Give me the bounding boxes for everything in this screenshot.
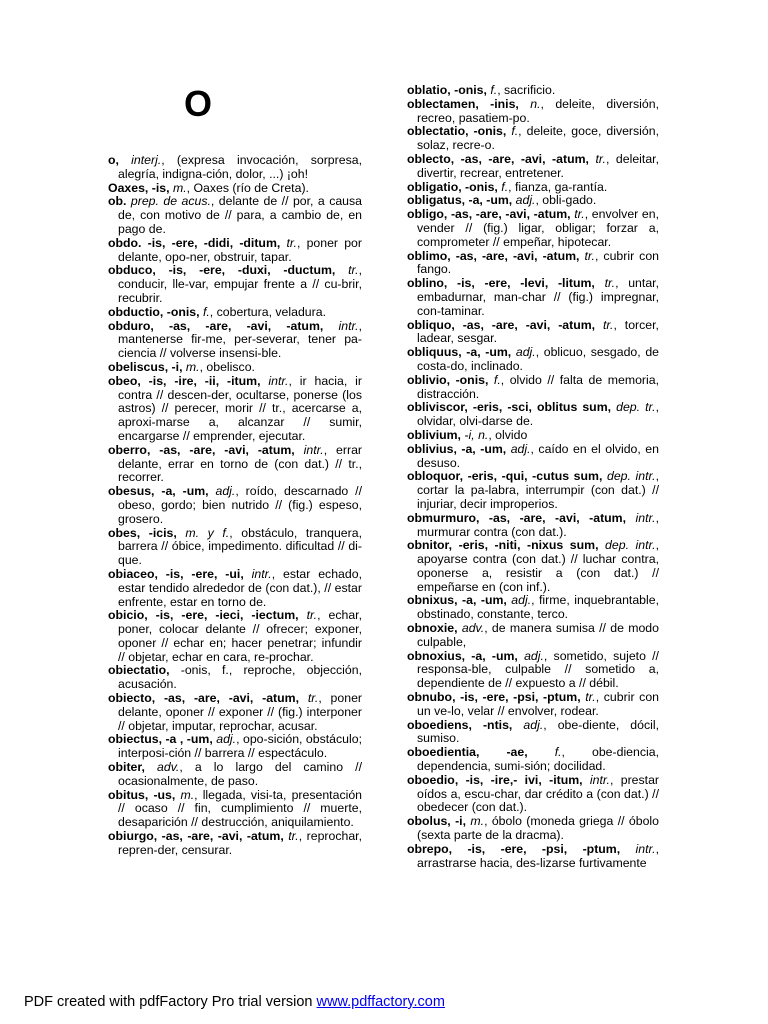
headword: oblectamen, -inis, [407,96,519,111]
dictionary-entry [407,815,659,843]
grammar-tag: tr. [288,829,299,844]
grammar-tag: tr. [603,317,614,332]
headword: obligatus, -a, -um, [407,193,513,208]
grammar-tag: f. [554,745,562,760]
headword: obliviscor, -eris, -sci, oblitus sum, [407,400,612,415]
definition: , olvido // falta de memoria, distracción. [417,372,659,401]
dictionary-entry [108,485,362,526]
headword: obductio, -onis, [108,304,200,319]
dictionary-entry [407,319,659,347]
definition: , fianza, ga-rantía. [508,179,608,194]
definition: , olvido [488,427,528,442]
dictionary-entry [108,609,362,664]
definition: , opo-sición, obstáculo; interposi-ción // barrera // espectáculo. [118,732,362,761]
headword: oblivio, -onis, [407,372,489,387]
definition: , olvidar, olvi-darse de. [417,400,659,429]
dictionary-entry [108,237,362,265]
definition: , oblicuo, sesgado, de costa-do, inclinado. [417,345,659,373]
dictionary-entry [407,250,659,278]
definition: , delante de // por, a causa de, con motivo de // para, a cambio de, en pago de. [118,194,363,236]
headword: Oaxes, -is, [108,180,170,195]
left-column [108,154,362,858]
grammar-tag: f. [202,304,210,319]
grammar-tag: f. [501,179,509,194]
definition: , obli-gado. [535,193,597,208]
dictionary-entry [108,195,362,236]
definition: , Oaxes (río de Creta). [186,180,309,195]
grammar-tag: adj. [523,717,544,732]
footer-text: PDF created with pdfFactory Pro trial version [24,994,317,1010]
grammar-tag: tr. [584,248,595,263]
dictionary-entry [407,719,659,747]
headword: obesus, -a, -um, [108,484,209,499]
definition: , deleitar, divertir, recrear, entretener. [417,151,660,180]
dictionary-entry [407,84,659,98]
grammar-tag: m. y f. [185,525,230,540]
section-letter: O [184,83,213,124]
right-column [407,84,659,870]
headword: obduro, -as, -are, -avi, -atum, [108,318,324,333]
grammar-tag: adj. [511,593,532,608]
dictionary-entry [407,98,659,126]
headword: obicio, -is, -ere, -ieci, -iectum, [108,608,299,623]
dictionary-entry [108,568,362,609]
definition: , poner por delante, opo-ner, obstruir, tapar. [118,235,362,264]
headword: oblimo, -as, -are, -avi, -atum, [407,248,580,263]
dictionary-entry [407,153,659,181]
definition: , sometido, sujeto // responsa-ble, culpable // sometido a, dependiente de // expuesto a // débil. [417,648,659,691]
headword: oblectatio, -onis, [407,124,507,139]
grammar-tag: tr. [286,235,297,250]
definition: , caído en el olvido, en desuso. [417,441,659,470]
dictionary-entry [108,306,362,320]
dictionary-entry [407,401,659,429]
definition: , cobertura, veladura. [209,304,326,319]
grammar-tag: f. [493,372,501,387]
definition: , ir hacia, ir contra // descen-der, ocultarse, ponerse (los astros) // perecer, morir // tr., acercarse a, aproxi-marse a, alcanzar // sumir, encargarse // emprender, ejecutar. [118,373,363,443]
grammar-tag: m. [470,814,485,829]
dictionary-entry [108,664,362,692]
headword: obliquus, -a, -um, [407,345,512,360]
dictionary-entry [108,375,362,444]
headword: oboedientia, -ae, [407,745,528,760]
headword: obligatio, -onis, [407,179,498,194]
headword: obiecto, -as, -are, -avi, -atum, [108,691,300,706]
dictionary-entry [407,181,659,195]
dictionary-entry [407,125,659,153]
headword: obnitor, -eris, -niti, -nixus sum, [407,538,599,553]
definition: , murmurar contra (con dat.). [417,510,659,539]
dictionary-entry [108,320,362,361]
headword: oblivius, -a, -um, [407,441,507,456]
definition: , envolver en, vender // (fig.) ligar, obligar; forzar a, comprometer // empeñar, hipotecar. [417,207,659,249]
dictionary-entry [108,789,362,830]
headword: obolus, -i, [407,814,467,829]
dictionary-entry [407,622,659,650]
headword: obitus, -us, [108,787,176,802]
definition: , reprochar, repren-der, censurar. [118,829,362,857]
grammar-tag: adj. [515,345,536,360]
definition: , obelisco. [199,359,255,374]
grammar-tag: adj. [524,648,544,663]
grammar-tag: intr. [338,318,359,333]
headword: obnoxie, [407,621,458,636]
headword: obiter, [108,760,145,775]
dictionary-entry [407,746,659,774]
dictionary-entry [407,470,659,511]
headword: ob. [108,194,127,209]
headword: oblecto, -as, -are, -avi, -atum, [407,151,589,166]
headword: obduco, -is, -ere, -duxi, -ductum, [108,263,336,278]
grammar-tag: prep. de acus. [130,194,211,209]
definition: , deleite, goce, diversión, solaz, recre-o. [417,124,660,153]
grammar-tag: intr. [635,841,656,856]
definition: , echar, poner, colocar delante // ofrecer; exponer, oponer // echar en; hacer penetrar; infundir // objetar, echar en cara, re-prochar. [118,608,363,664]
definition: , (expresa invocación, sorpresa, alegría, indigna-ción, dolor, ...) ¡oh! [118,153,362,181]
dictionary-entry [407,843,659,871]
headword: oblivium, [407,427,461,442]
headword: obnubo, -is, -ere, -psi, -ptum, [407,690,581,705]
headword: oboedio, -is, -ire,- ivi, -itum, [407,772,583,787]
grammar-tag: adj. [515,193,536,208]
definition: , cortar la pa-labra, interrumpir (con dat.) // injuriar, decir improperios. [417,469,659,511]
definition: , cubrir con fango. [417,248,660,277]
dictionary-entry [108,444,362,485]
grammar-tag: adv. [461,621,485,636]
headword: obliquo, -as, -are, -avi, -atum, [407,317,596,332]
headword: obes, -icis, [108,525,177,540]
grammar-tag: dep. intr. [605,538,656,553]
definition: , firme, inquebrantable, obstinado, constante, terco. [417,593,660,622]
dictionary-entry [108,361,362,375]
dictionary-entry [407,208,659,249]
definition: , untar, embadurnar, man-char // (fig.) impregnar, con-taminar. [417,276,659,318]
grammar-tag: tr. [604,276,616,291]
dictionary-entry [407,194,659,208]
headword: obnixus, -a, -um, [407,593,507,608]
dictionary-entry [108,264,362,305]
definition: , apoyarse contra (con dat.) // luchar contra, oponerse a, resistir a (con dat.) // empeñarse en (con inf.). [417,538,659,594]
grammar-tag: adj. [216,732,237,747]
grammar-tag: m. [185,359,200,374]
dictionary-entry [407,429,659,443]
definition: , deleite, diversión, recreo, pasatiem-po. [417,96,659,125]
dictionary-entry [108,527,362,568]
headword: obeo, -is, -ire, -ii, -itum, [108,373,261,388]
grammar-tag: -i, n. [464,427,489,442]
definition: -onis, f., reproche, objección, acusación. [118,663,362,692]
grammar-tag: m. [180,787,195,802]
headword: obnoxius, -a, -um, [407,648,518,663]
dictionary-entry [108,830,362,858]
grammar-tag: tr. [307,691,319,706]
definition: , torcer, ladear, sesgar. [417,317,659,346]
pdffactory-link[interactable]: www.pdffactory.com [316,994,445,1010]
dictionary-entry [407,774,659,815]
dictionary-entry [108,154,362,182]
definition: , obe-diente, dócil, sumiso. [417,717,659,746]
dictionary-entry [108,761,362,789]
definition: , estar echado, estar tendido alrededor de (con dat.), // estar enfrente, estar en torno de. [118,566,362,609]
definition: , obe-diencia, dependencia, sumi-sión; docilidad. [417,745,659,774]
headword: obloquor, -eris, -qui, -cutus sum, [407,469,603,484]
grammar-tag: tr. [348,263,359,278]
dictionary-entry [407,650,659,691]
grammar-tag: tr. [595,151,606,166]
headword: obiurgo, -as, -are, -avi, -atum, [108,829,284,844]
grammar-tag: adj. [510,441,531,456]
grammar-tag: intr. [251,566,272,581]
definition: , conducir, lle-var, empujar frente a // cu-brir, recubrir. [118,263,362,305]
grammar-tag: f. [490,83,498,97]
dictionary-entry [407,443,659,471]
dictionary-entry [407,277,659,318]
grammar-tag: intr. [589,772,610,787]
definition: , errar delante, errar en torno de (con dat.) // tr., recorrer. [118,442,363,485]
dictionary-entry [407,512,659,540]
grammar-tag: n. [530,96,541,111]
definition: , a lo largo del camino // ocasionalmente, de paso. [118,760,362,788]
headword: obiectatio, [108,663,170,678]
grammar-tag: intr. [303,442,324,457]
definition: , sacrificio. [497,83,556,97]
dictionary-entry [108,182,362,196]
grammar-tag: dep. intr. [606,469,656,484]
definition: , óbolo (moneda griega // óbolo (sexta parte de la dracma). [417,814,660,843]
headword: obiaceo, -is, -ere, -ui, [108,566,244,581]
headword: oblatio, -onis, [407,83,487,97]
grammar-tag: tr. [574,207,585,222]
definition: , prestar oídos a, escu-char, dar crédito a (con dat.) // obedecer (con dat.). [417,772,659,815]
definition: , de manera sumisa // de modo culpable, [417,621,659,649]
grammar-tag: tr. [585,690,596,705]
dictionary-entry [407,539,659,594]
headword: obeliscus, -i, [108,359,183,374]
definition: , roído, descarnado // obeso, gordo; bien nutrido // (fig.) espeso, grosero. [118,484,362,526]
headword: oboediens, -ntis, [407,717,513,732]
headword: oblino, -is, -ere, -levi, -litum, [407,276,595,291]
headword: o, [108,153,119,167]
grammar-tag: adj. [215,484,236,499]
grammar-tag: m. [172,180,187,195]
grammar-tag: interj. [131,153,162,167]
grammar-tag: f. [511,124,519,139]
dictionary-entry [407,691,659,719]
definition: , obstáculo, tranquera, barrera // óbice, impedimento. dificultad // di-que. [118,525,362,568]
pdf-footer [24,994,445,1010]
definition: , mantenerse fir-me, per-severar, tener pa-ciencia // volverse insensi-ble. [118,318,363,361]
headword: obligo, -as, -are, -avi, -atum, [407,207,571,222]
definition: , llegada, visi-ta, presentación // ocaso // fin, cumplimiento // muerte, desaparición // destrucción, aniquilamiento. [118,787,362,830]
grammar-tag: dep. tr. [616,400,656,415]
dictionary-entry [108,692,362,733]
headword: obdo. -is, -ere, -didi, -ditum, [108,235,281,250]
definition: , arrastrarse hacia, des-lizarse furtivamente [417,841,659,870]
definition: , cubrir con un ve-lo, velar // envolver, rodear. [417,690,659,718]
grammar-tag: intr. [635,510,656,525]
dictionary-entry [407,346,659,374]
grammar-tag: adv. [157,760,180,775]
headword: obmurmuro, -as, -are, -avi, -atum, [407,510,627,525]
headword: obiectus, -a , -um, [108,732,213,747]
dictionary-entry [407,374,659,402]
dictionary-entry [407,594,659,622]
headword: obrepo, -is, -ere, -psi, -ptum, [407,841,621,856]
dictionary-entry [108,733,362,761]
grammar-tag: intr. [268,373,289,388]
definition: , poner delante, oponer // exponer // (fig.) interponer // objetar, imputar, reprochar, acusar. [118,691,362,733]
headword: oberro, -as, -are, -avi, -atum, [108,442,295,457]
grammar-tag: tr. [306,608,318,623]
